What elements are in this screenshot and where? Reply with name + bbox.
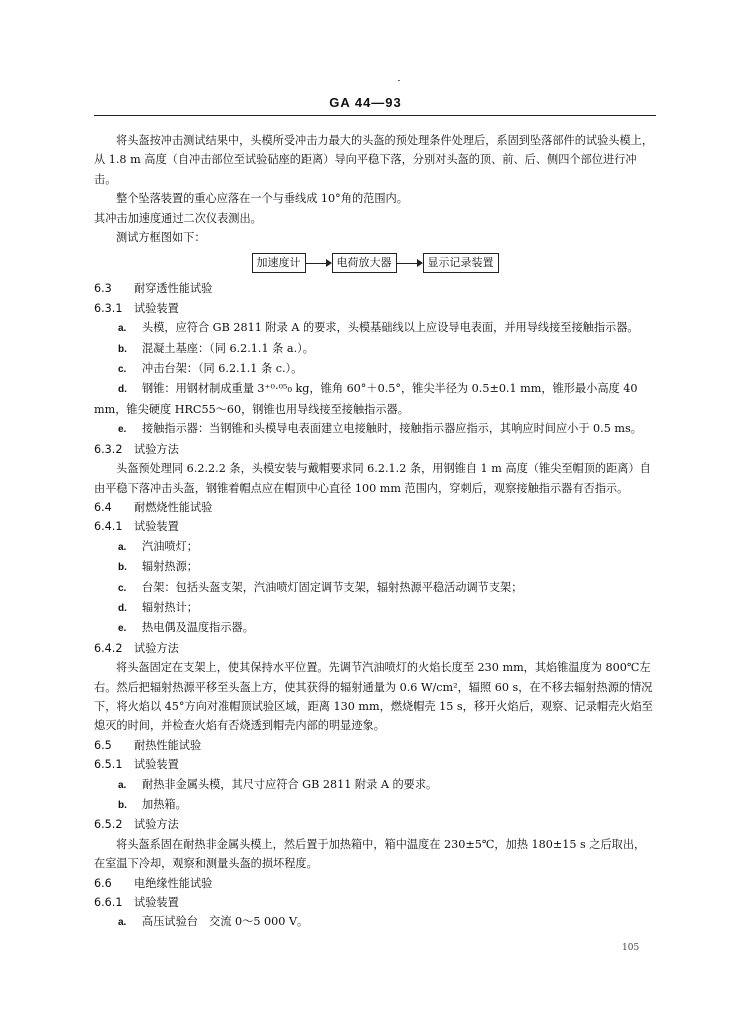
page-header: GA 44—93 bbox=[329, 95, 402, 110]
section-heading-6-3-1: 6.3.1 试验装置 bbox=[94, 301, 179, 315]
flow-box-charge-amplifier: 电荷放大器 bbox=[332, 253, 397, 273]
list-item: e. 热电偶及温度指示器。 bbox=[118, 621, 254, 635]
list-item: a. 头模，应符合 GB 2811 附录 A 的要求，头模基础线以上应设导电表面，并用导线接至接触指示器。 bbox=[118, 321, 639, 335]
list-item: d. 钢锥：用钢材制成重量 3⁺⁰·⁰⁵₀ kg，锥角 60°＋0.5°，锥尖半径为 0.5±0.1 mm，锥形最小高度 40 mm，锥尖硬度 HRC55～60，钢锥也用导线接至接触指示器。 bbox=[94, 382, 638, 416]
section-heading-6-4-2: 6.4.2 试验方法 bbox=[94, 641, 179, 655]
list-item: e. 接触指示器：当钢锥和头模导电表面建立电接触时，接触指示器应指示，其响应时间应小于 0.5 ms。 bbox=[118, 422, 642, 436]
section-heading-6-6-1: 6.6.1 试验装置 bbox=[94, 896, 179, 910]
scan-speck bbox=[398, 80, 400, 81]
intro-paragraph-2: 整个坠落装置的重心应落在一个与垂线成 10°角的范围内。 bbox=[116, 192, 408, 206]
section-heading-6-3-2: 6.3.2 试验方法 bbox=[94, 442, 179, 456]
intro-paragraph-1: 将头盔按冲击测试结果中，头模所受冲击力最大的头盔的预处理条件处理后，系固到坠落部件的试验头模上，从 1.8 m 高度（自冲击部位至试验砧座的距离）导向平稳下落，分别对头盔的顶、前、后、侧四个部位进行冲击。 bbox=[94, 134, 654, 186]
section-heading-6-6: 6.6 电绝缘性能试验 bbox=[94, 876, 213, 890]
list-item: c. 台架：包括头盔支架，汽油喷灯固定调节支架，辐射热源平稳活动调节支架； bbox=[118, 580, 523, 594]
list-item: c. 冲击台架：（同 6.2.1.1 条 c.）。 bbox=[118, 362, 303, 376]
list-item: b. 辐射热源； bbox=[118, 560, 198, 574]
section-heading-6-3: 6.3 耐穿透性能试验 bbox=[94, 282, 213, 296]
method-paragraph-6-5-2: 将头盔系固在耐热非金属头模上，然后置于加热箱中，箱中温度在 230±5℃，加热 180±15 s 之后取出，在室温下冷却，观察和测量头盔的损坏程度。 bbox=[94, 837, 646, 871]
arrow-right-icon bbox=[397, 257, 423, 269]
method-paragraph-6-3-2: 头盔预处理同 6.2.2.2 条，头模安装与戴帽要求同 6.2.1.2 条，用钢锥自 1 m 高度（锥尖至帽顶的距离）自由平稳下落冲击头盔，钢锥着帽点应在帽顶中心直径 100 mm 范围内，穿刺后，观察接触指示器有否指示。 bbox=[94, 462, 651, 495]
intro-paragraph-3: 其冲击加速度通过二次仪表测出。 bbox=[94, 211, 262, 225]
list-item: a. 耐热非金属头模，其尺寸应符合 GB 2811 附录 A 的要求。 bbox=[118, 777, 438, 791]
section-heading-6-5-1: 6.5.1 试验装置 bbox=[94, 758, 179, 772]
page-number: 105 bbox=[622, 943, 640, 953]
section-heading-6-4-1: 6.4.1 试验装置 bbox=[94, 520, 179, 534]
list-item: a. 高压试验台 交流 0～5 000 V。 bbox=[118, 915, 309, 929]
section-heading-6-5: 6.5 耐热性能试验 bbox=[94, 738, 202, 752]
list-item: a. 汽油喷灯； bbox=[118, 539, 198, 553]
list-item: b. 混凝土基座：（同 6.2.1.1 条 a.）。 bbox=[118, 341, 314, 355]
section-heading-6-4: 6.4 耐燃烧性能试验 bbox=[94, 500, 213, 514]
section-heading-6-5-2: 6.5.2 试验方法 bbox=[94, 818, 179, 832]
page-body bbox=[94, 131, 656, 933]
header-rule bbox=[94, 115, 656, 116]
flow-box-display-recorder: 显示记录装置 bbox=[423, 253, 499, 273]
list-item: d. 辐射热计； bbox=[118, 600, 198, 614]
arrow-right-icon bbox=[306, 257, 332, 269]
flow-box-accelerometer: 加速度计 bbox=[252, 253, 306, 273]
method-paragraph-6-4-2: 将头盔固定在支架上，使其保持水平位置。先调节汽油喷灯的火焰长度至 230 mm，其焰锥温度为 800℃左右。然后把辐射热源平移至头盔上方，使其获得的辐射通量为 0.6 W/cm²，辐照 60 s，在不移去辐射热源的情况下，将火焰以 45°方向对准帽顶试验区域，距离 130 mm，燃烧帽壳 15 s，移开火焰后，观察、记录帽壳火焰至熄灭的时间，并检查火焰有否烧透到帽壳内部的明显迹象。 bbox=[94, 661, 653, 733]
list-item: b. 加热箱。 bbox=[118, 798, 187, 811]
flow-lead: 测试方框图如下： bbox=[116, 231, 206, 245]
block-diagram bbox=[94, 249, 656, 277]
